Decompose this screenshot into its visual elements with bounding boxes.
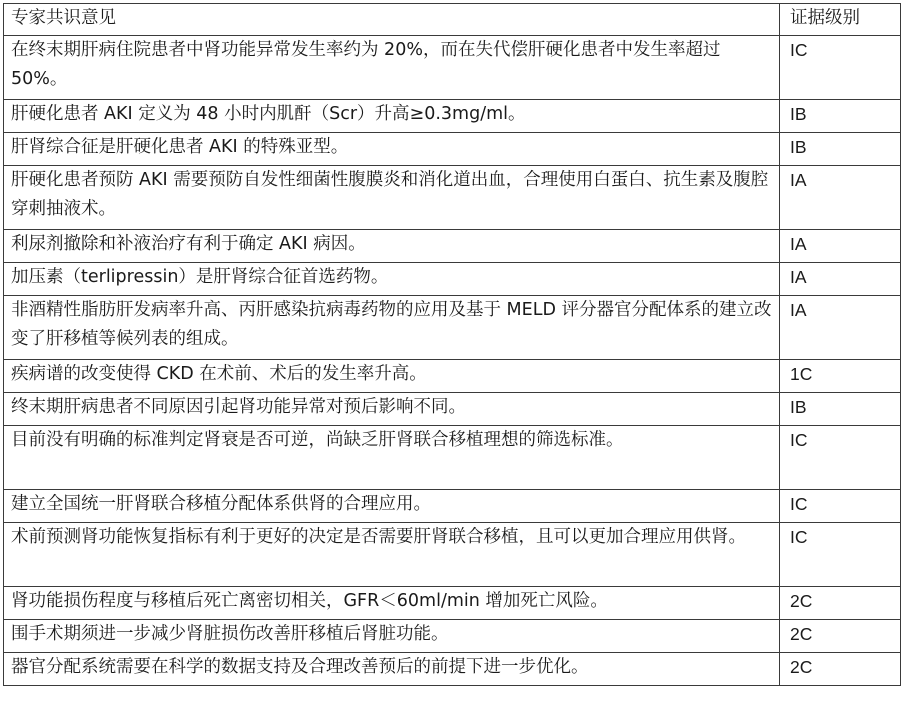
table-header-row	[4, 4, 901, 36]
table-row	[4, 166, 901, 230]
table-row	[4, 523, 901, 587]
evidence-level: IA	[780, 230, 901, 263]
consensus-text: 在终末期肝病住院患者中肾功能异常发生率约为 20%，而在失代偿肝硬化患者中发生率超过 50%。	[4, 36, 780, 100]
table-row	[4, 620, 901, 653]
table-row	[4, 490, 901, 523]
header-consensus: 专家共识意见	[4, 4, 780, 36]
evidence-level: 2C	[780, 620, 901, 653]
consensus-text: 疾病谱的改变使得 CKD 在术前、术后的发生率升高。	[4, 360, 780, 393]
consensus-text: 目前没有明确的标准判定肾衰是否可逆，尚缺乏肝肾联合移植理想的筛选标准。	[4, 426, 780, 490]
consensus-text: 术前预测肾功能恢复指标有利于更好的决定是否需要肝肾联合移植，且可以更加合理应用供肾。	[4, 523, 780, 587]
table-row	[4, 393, 901, 426]
header-evidence-level: 证据级别	[780, 4, 901, 36]
consensus-text: 围手术期须进一步减少肾脏损伤改善肝移植后肾脏功能。	[4, 620, 780, 653]
consensus-text: 加压素（terlipressin）是肝肾综合征首选药物。	[4, 263, 780, 296]
consensus-text: 肾功能损伤程度与移植后死亡离密切相关，GFR＜60ml/min 增加死亡风险。	[4, 587, 780, 620]
evidence-level: IA	[780, 296, 901, 360]
consensus-text: 非酒精性脂肪肝发病率升高、丙肝感染抗病毒药物的应用及基于 MELD 评分器官分配体系的建立改变了肝移植等候列表的组成。	[4, 296, 780, 360]
evidence-level: 2C	[780, 653, 901, 686]
consensus-table	[3, 3, 901, 686]
evidence-level: IC	[780, 426, 901, 490]
table-row	[4, 587, 901, 620]
evidence-level: IC	[780, 523, 901, 587]
table-row	[4, 296, 901, 360]
consensus-text: 肝硬化患者预防 AKI 需要预防自发性细菌性腹膜炎和消化道出血，合理使用白蛋白、抗生素及腹腔穿刺抽液术。	[4, 166, 780, 230]
evidence-level: IA	[780, 166, 901, 230]
evidence-level: IB	[780, 133, 901, 166]
evidence-level: IA	[780, 263, 901, 296]
table-row	[4, 426, 901, 490]
evidence-level: 2C	[780, 587, 901, 620]
evidence-level: IB	[780, 100, 901, 133]
table-row	[4, 230, 901, 263]
table-row	[4, 133, 901, 166]
consensus-text: 利尿剂撤除和补液治疗有利于确定 AKI 病因。	[4, 230, 780, 263]
evidence-level: IC	[780, 490, 901, 523]
table-row	[4, 36, 901, 100]
evidence-level: 1C	[780, 360, 901, 393]
consensus-text: 建立全国统一肝肾联合移植分配体系供肾的合理应用。	[4, 490, 780, 523]
table-row	[4, 360, 901, 393]
evidence-level: IB	[780, 393, 901, 426]
table-row	[4, 653, 901, 686]
table-row	[4, 100, 901, 133]
consensus-text: 肝硬化患者 AKI 定义为 48 小时内肌酐（Scr）升高≥0.3mg/ml。	[4, 100, 780, 133]
consensus-text: 终末期肝病患者不同原因引起肾功能异常对预后影响不同。	[4, 393, 780, 426]
consensus-text: 器官分配系统需要在科学的数据支持及合理改善预后的前提下进一步优化。	[4, 653, 780, 686]
table-row	[4, 263, 901, 296]
evidence-level: IC	[780, 36, 901, 100]
consensus-text: 肝肾综合征是肝硬化患者 AKI 的特殊亚型。	[4, 133, 780, 166]
